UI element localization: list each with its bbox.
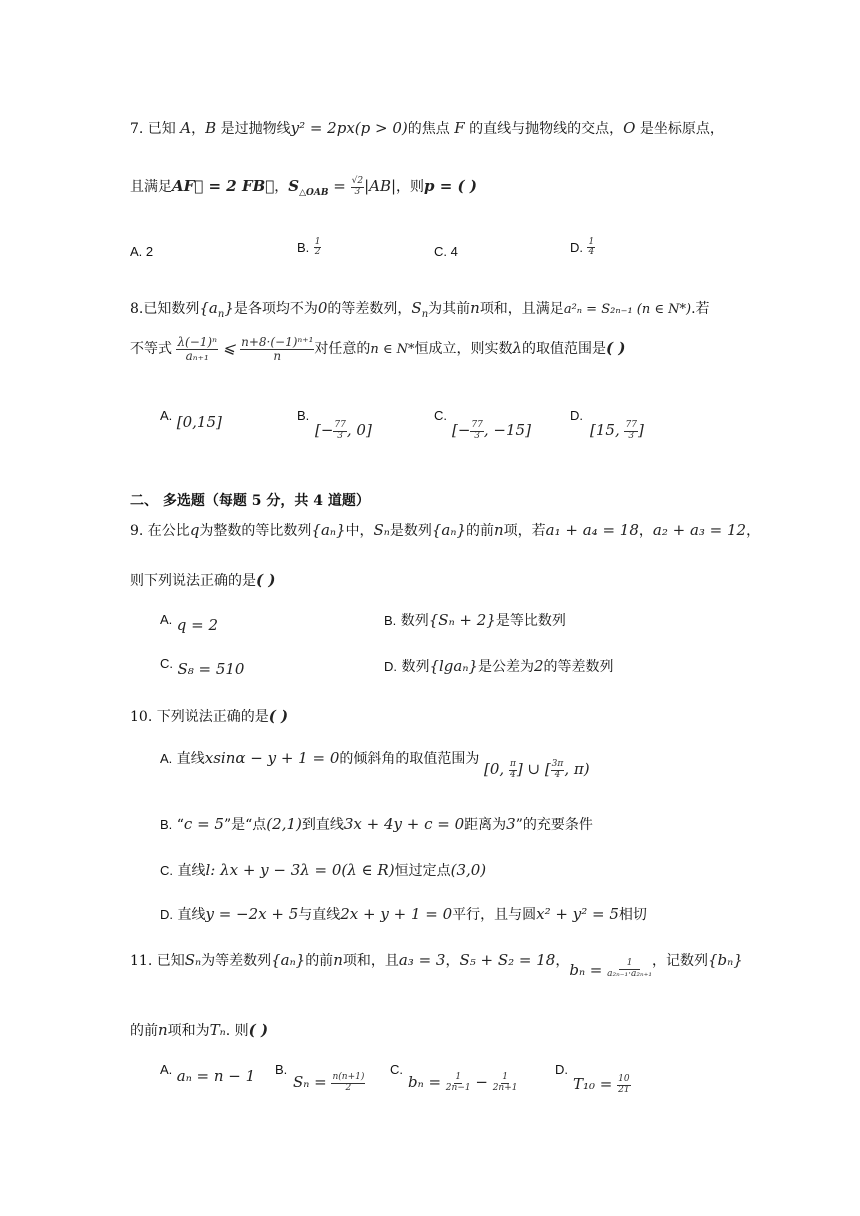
option-math: x² + y² = 5: [536, 905, 619, 923]
option-value: q = 2: [176, 616, 218, 634]
fraction-numerator: 10: [618, 1074, 630, 1085]
q7-text: 的焦点: [407, 121, 450, 137]
sum-sn: Sₙ: [184, 951, 202, 969]
option-value: aₙ = n − 1: [176, 1067, 256, 1085]
q7-text: 是坐标原点，: [635, 121, 724, 137]
option-label: D.: [555, 1062, 568, 1077]
bracket: [15,: [590, 421, 625, 439]
n-in-naturals: n ∈ N*: [370, 342, 415, 358]
q8-text: 对任意的: [314, 341, 371, 358]
q9-text: ，: [746, 523, 761, 539]
q9-text: 是数列: [389, 523, 432, 539]
fraction: [551, 760, 565, 780]
option-text: 的倾斜角的取值范围为: [339, 751, 480, 767]
fraction: [446, 1073, 471, 1093]
lambda: λ: [512, 339, 523, 358]
q7-text: 的直线与抛物线的交点，: [464, 121, 624, 137]
option-math: bₙ =: [408, 1073, 446, 1091]
inequality-rhs-fraction: [240, 336, 314, 362]
q10-option-b: [160, 814, 593, 834]
option-label: C.: [390, 1062, 403, 1077]
fraction: [493, 1073, 518, 1093]
bracket: [−: [452, 421, 471, 439]
option-text: 恒过定点: [394, 863, 451, 879]
section-heading: 二、 多选题（每题 5 分，共 4 道题）: [130, 493, 370, 509]
q7-text: ，: [274, 179, 289, 195]
sum-sn: S: [411, 299, 422, 317]
option-value: [0,15]: [176, 413, 222, 431]
option-text: 直线: [173, 907, 206, 923]
q9-text: ，: [638, 523, 653, 539]
q8-line-1: [130, 298, 710, 320]
option-value: [293, 1073, 365, 1093]
option-math: Sₙ =: [293, 1073, 332, 1091]
option-label: B.: [297, 239, 310, 255]
q8-line-2: [130, 336, 625, 362]
equals: =: [328, 177, 351, 195]
option-label: C.: [160, 656, 173, 671]
q11-line-1: [130, 950, 743, 979]
option-label: A.: [160, 1062, 173, 1077]
option-text: 是公差为: [477, 659, 534, 675]
sum-tn: Tₙ: [209, 1021, 226, 1039]
line-l: l: [205, 861, 211, 879]
q11-option-c: [390, 1062, 518, 1093]
sum-sn: Sₙ: [373, 521, 390, 539]
q9-line-2: [130, 570, 275, 590]
option-text: 是等比数列: [495, 613, 566, 629]
sqrt2-over-3-fraction: [351, 177, 364, 197]
q8-text: 不等式: [130, 341, 172, 358]
equation-1: a₃ = 3: [398, 951, 446, 969]
q7-line-1: [130, 118, 724, 138]
bracket: ] ∪ [: [516, 760, 551, 778]
q10-option-a-range: [484, 760, 590, 780]
bn-fraction: [607, 959, 652, 979]
fraction-denominator: 4: [510, 769, 516, 780]
sequence-bn: {bₙ}: [707, 951, 743, 969]
option-math: {lgaₙ}: [429, 657, 478, 675]
fraction-numerator: 1: [619, 959, 641, 969]
option-value: [452, 421, 531, 441]
fraction-denominator: 3: [337, 430, 344, 441]
q8-text: 的等差数列，: [327, 301, 412, 317]
option-label: A.: [160, 612, 173, 627]
fraction-numerator: 77: [334, 420, 346, 431]
fraction-numerator: n(n+1): [332, 1072, 365, 1083]
fraction-denominator: 2: [345, 1082, 352, 1093]
fraction-numerator: 77: [471, 420, 483, 431]
fraction-denominator: 3: [628, 430, 635, 441]
q11-text: ，: [445, 953, 460, 969]
q8-text: 8.已知数列: [130, 301, 200, 317]
fraction: [470, 421, 483, 441]
subscript: n: [217, 308, 225, 320]
q9-option-c: [160, 656, 244, 678]
option-text: 平行，且与圆: [452, 907, 537, 923]
option-label: B.: [384, 613, 397, 628]
q11-option-a: [160, 1062, 255, 1085]
option-math: 2x + y + 1 = 0: [340, 905, 453, 923]
option-math: (2,1): [266, 815, 302, 833]
ratio-q: q: [189, 521, 200, 539]
answer-blank: ( ): [268, 707, 289, 725]
bracket: , −15]: [483, 421, 531, 439]
fraction-denominator: 21: [618, 1084, 630, 1095]
q8-text: 是各项均不为: [233, 301, 318, 317]
q11-line-2: [130, 1020, 268, 1040]
option-math: {Sₙ + 2}: [428, 611, 496, 629]
option-value: [315, 421, 372, 441]
bracket: , 0]: [346, 421, 372, 439]
option-label: C.: [160, 863, 173, 878]
fraction-denominator: 2n+1: [492, 1082, 518, 1093]
leq-sign: ⩽: [217, 339, 241, 358]
option-label: B.: [160, 817, 173, 832]
answer-blank: ( ): [248, 1021, 269, 1039]
option-text: 到直线: [301, 817, 344, 833]
option-text: 相切: [618, 907, 647, 923]
q10-option-c: [160, 860, 486, 880]
q7-text: 已知: [143, 121, 176, 137]
option-value: S₈ = 510: [177, 660, 245, 678]
inequality-lhs-fraction: [176, 336, 218, 362]
equation-2: a₂ + a₃ = 12: [652, 521, 747, 539]
option-math: 3x + 4y + c = 0: [343, 815, 465, 833]
fraction: [624, 421, 637, 441]
parabola-equation: y² = 2px(p > 0): [290, 119, 408, 137]
condition-equation: a²ₙ = S₂ₙ₋₁ (n ∈ N*): [563, 302, 692, 317]
q11-text: 项和，且: [342, 953, 399, 969]
q11-text: 的前: [305, 953, 334, 969]
q9-line-1: [130, 520, 760, 540]
q8-option-d: [570, 408, 644, 441]
q10-text: 10. 下列说法正确的是: [130, 709, 269, 725]
option-label: D.: [570, 239, 583, 255]
option-b-fraction: [314, 238, 322, 258]
option-math: : λx + y − 3λ = 0(λ ∈ R): [210, 861, 395, 879]
answer-blank: p = ( ): [424, 177, 477, 195]
q7-option-b: [297, 238, 321, 258]
fraction-denominator: a₂ₙ₋₁·a₂ₙ₊₁: [607, 968, 652, 979]
q9-text: 中，: [345, 523, 374, 539]
option-text: 直线: [172, 751, 205, 767]
q11-text: 的前: [130, 1023, 158, 1039]
q7-option-a: A. 2: [130, 244, 154, 259]
q8-option-c: [434, 408, 531, 441]
fraction-denominator: aₙ₊₁: [185, 348, 209, 363]
bracket: , π): [564, 760, 590, 778]
option-text: “: [172, 817, 184, 833]
fraction: [333, 421, 346, 441]
q7-text: 且满足: [130, 179, 172, 195]
vector-equation: AF⃗ = 2 FB⃗: [172, 177, 275, 195]
q9-option-d: [384, 656, 614, 676]
answer-blank: ( ): [606, 339, 626, 358]
option-text: 数列: [396, 613, 429, 629]
option-label: D.: [384, 659, 397, 674]
q11-option-b: [275, 1062, 365, 1093]
option-math: xsinα − y + 1 = 0: [204, 749, 340, 767]
sequence-an: {aₙ}: [271, 951, 306, 969]
zero: 0: [317, 299, 328, 317]
q8-text: .若: [691, 301, 710, 317]
bracket: [−: [315, 421, 334, 439]
option-text: 的等差数列: [543, 659, 614, 675]
option-label: A.: [160, 751, 173, 766]
option-label: D.: [160, 907, 173, 922]
option-value: [573, 1075, 631, 1095]
q11-text: 11. 已知: [130, 953, 185, 969]
q11-text: ，: [555, 953, 570, 969]
q7-text: ，则: [396, 179, 425, 195]
q10-option-a: [160, 748, 479, 768]
option-label: C.: [434, 408, 447, 423]
fraction-denominator: 3: [354, 186, 361, 197]
q7-option-c: C. 4: [434, 244, 458, 259]
equation-1: a₁ + a₄ = 18: [545, 521, 639, 539]
fraction-numerator: 3π: [551, 759, 564, 770]
fraction-denominator: 3: [474, 430, 481, 441]
option-text: 距离为: [464, 817, 507, 833]
area-symbol: S: [288, 177, 300, 195]
q7-line-2: [130, 176, 477, 198]
fraction-numerator: 1: [502, 1072, 508, 1083]
option-label: A.: [160, 408, 173, 423]
q9-option-a: [160, 612, 218, 634]
q10-option-d: [160, 904, 647, 924]
q9-text: 的前: [466, 523, 494, 539]
answer-blank: ( ): [256, 571, 276, 589]
subscript: n: [421, 308, 429, 320]
fraction: [617, 1075, 630, 1095]
q11-text: 项和为: [167, 1023, 210, 1039]
fraction-denominator: 2n−1: [445, 1082, 471, 1093]
area-subscript: △OAB: [299, 187, 329, 198]
q7-number: 7.: [130, 121, 144, 137]
fraction-numerator: n+8·(−1)ⁿ⁺¹: [241, 335, 314, 349]
q8-text: 恒成立，则实数: [414, 341, 513, 358]
q11-option-d: [555, 1062, 631, 1095]
point-b: B: [205, 119, 217, 137]
fraction-denominator: 4: [588, 247, 595, 258]
fraction-numerator: 1: [588, 237, 595, 247]
fraction: [331, 1073, 365, 1093]
q11-text: . 则: [225, 1023, 249, 1039]
q7-text: 是过抛物线: [216, 121, 291, 137]
option-math: (3,0): [450, 861, 487, 879]
focus-f: F: [454, 119, 465, 137]
q8-text: 项和，且满足: [479, 301, 564, 317]
sequence-an: {a: [199, 299, 218, 317]
variable-n: n: [333, 951, 343, 969]
fraction: [509, 760, 517, 780]
sequence-an: {aₙ}: [431, 521, 466, 539]
q9-text: 为整数的等比数列: [199, 523, 312, 539]
option-label: B.: [275, 1062, 288, 1077]
option-label: B.: [297, 408, 310, 423]
q7-option-d: [570, 238, 595, 258]
equation-2: S₅ + S₂ = 18: [459, 951, 556, 969]
origin-o: O: [623, 119, 636, 137]
q9-text: 则下列说法正确的是: [130, 573, 256, 589]
option-value: [590, 421, 644, 441]
q8-text: 为其前: [428, 301, 471, 317]
fraction-numerator: 77: [625, 420, 637, 431]
variable-n: n: [470, 299, 480, 317]
bracket: ]: [637, 421, 644, 439]
point-a: A: [180, 119, 192, 137]
option-text: 直线: [173, 863, 206, 879]
q9-option-b: [384, 610, 566, 630]
option-math: 2: [533, 657, 544, 675]
sequence-an: {aₙ}: [311, 521, 346, 539]
option-label: D.: [570, 408, 583, 423]
minus: −: [470, 1073, 493, 1091]
fraction-numerator: λ(−1)ⁿ: [177, 335, 217, 349]
variable-n: n: [158, 1021, 168, 1039]
brace: }: [224, 299, 234, 317]
q11-text: ，记数列: [651, 953, 708, 969]
option-value: [408, 1073, 518, 1093]
fraction-numerator: 1: [455, 1072, 462, 1083]
option-math: y = −2x + 5: [205, 905, 299, 923]
option-math: T₁₀ =: [573, 1075, 618, 1093]
option-math: c = 5: [183, 815, 224, 833]
bracket: [0,: [484, 760, 509, 778]
fraction-numerator: √2: [351, 176, 364, 187]
option-math: 3: [506, 815, 516, 833]
q9-text: 9. 在公比: [130, 523, 190, 539]
bn-definition: bₙ =: [569, 961, 608, 979]
q8-option-a: [160, 408, 222, 431]
q10-line-1: [130, 706, 288, 726]
option-text: ”是“点: [223, 817, 267, 833]
variable-n: n: [494, 521, 504, 539]
option-text: 与直线: [298, 907, 341, 923]
fraction-denominator: n: [273, 348, 282, 363]
fraction-denominator: 4: [554, 769, 561, 780]
fraction-denominator: 2: [314, 247, 321, 258]
q8-option-b: [297, 408, 372, 441]
option-text: ”的充要条件: [515, 817, 593, 833]
fraction-numerator: π: [509, 759, 516, 770]
q7-text: ，: [191, 121, 206, 137]
q11-text: 为等差数列: [201, 953, 272, 969]
option-text: 数列: [397, 659, 430, 675]
q9-text: 项，若: [503, 523, 546, 539]
fraction-numerator: 1: [314, 237, 321, 247]
option-d-fraction: [587, 238, 595, 258]
ab-length: |AB|: [364, 177, 397, 195]
q8-text: 的取值范围是: [522, 341, 607, 358]
